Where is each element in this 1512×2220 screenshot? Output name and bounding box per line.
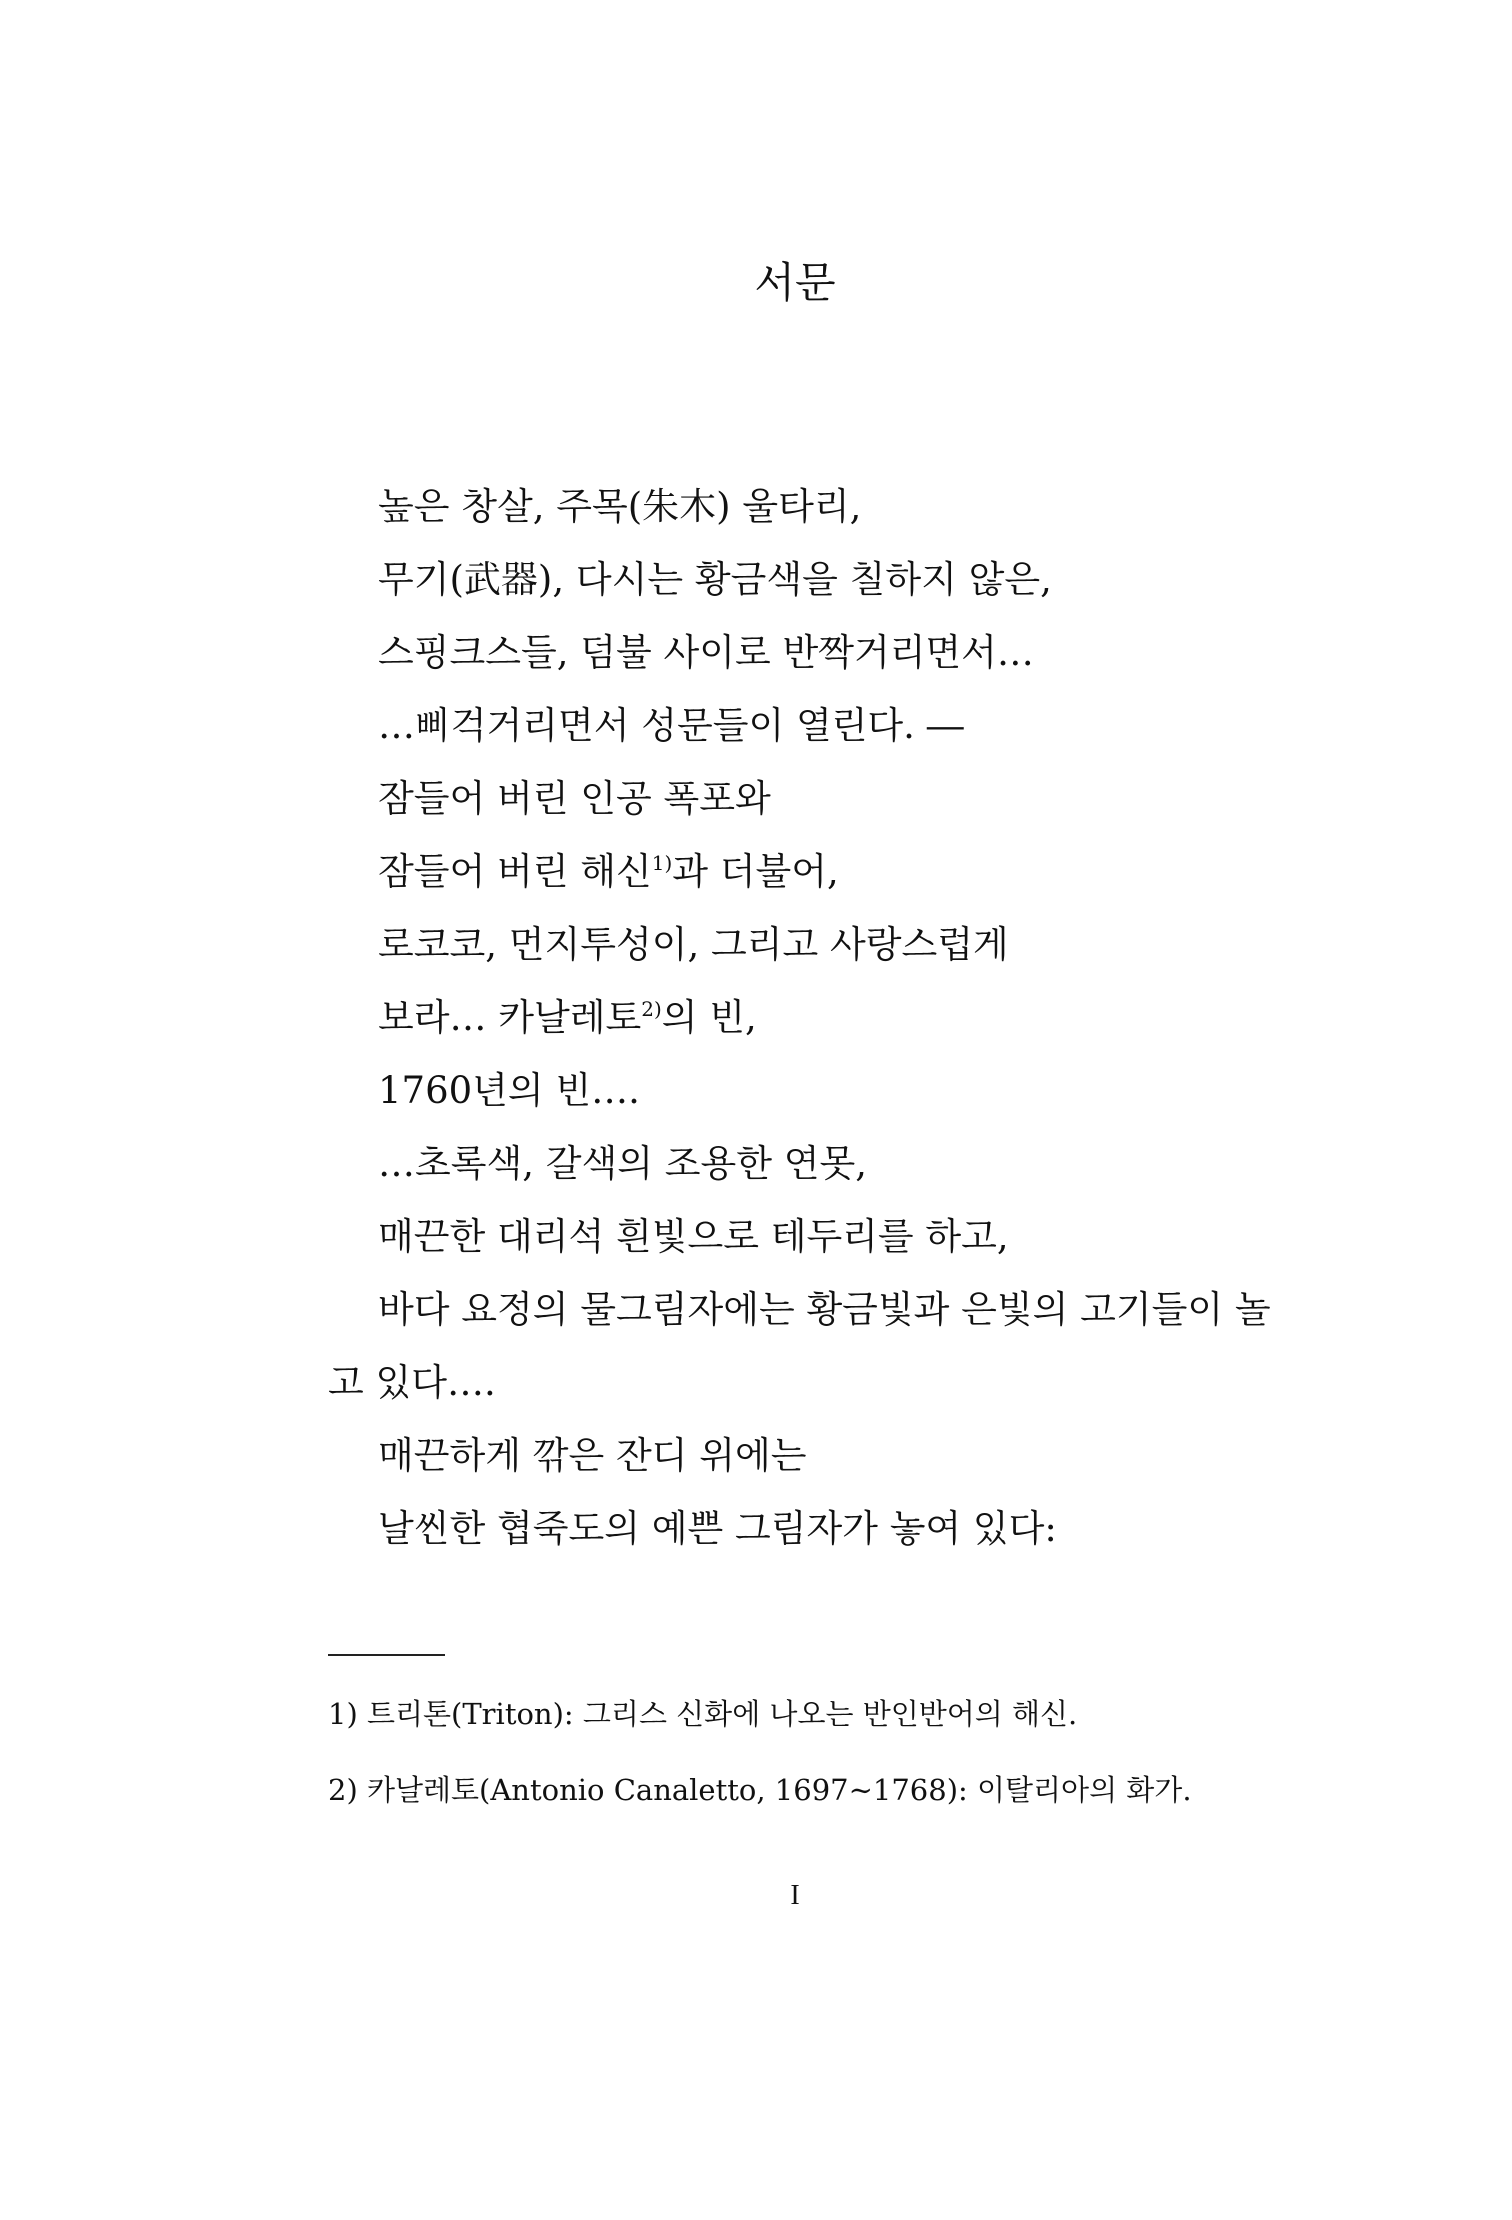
poem-line xyxy=(328,1492,1278,1565)
footnote-2: 2) 카날레토(Antonio Canaletto, 1697∼1768): 이탈리아의 화가. xyxy=(328,1773,1192,1807)
poem-line xyxy=(328,1419,1278,1492)
poem-line xyxy=(328,1346,1278,1419)
poem-line xyxy=(328,1200,1278,1273)
line-text: 바다 요정의 물그림자에는 황금빛과 은빛의 고기들이 놀 xyxy=(378,1288,1271,1331)
poem-line xyxy=(328,908,1278,981)
line-text: 고 있다…. xyxy=(328,1361,496,1404)
footnote-1: 1) 트리톤(Triton): 그리스 신화에 나오는 반인반어의 해신. xyxy=(328,1697,1078,1731)
poem-line xyxy=(328,616,1278,689)
footnote-ref[interactable]: 2) xyxy=(641,997,662,1021)
footnote-divider xyxy=(328,1654,445,1656)
poem-line xyxy=(328,1273,1278,1346)
line-text: 보라… 카날레토 xyxy=(378,996,642,1039)
line-text: 날씬한 협죽도의 예쁜 그림자가 놓여 있다: xyxy=(378,1507,1057,1550)
line-text: 의 빈, xyxy=(661,996,757,1039)
poem-line xyxy=(328,981,1278,1054)
poem-line xyxy=(328,1127,1278,1200)
page-number: I xyxy=(790,1880,800,1911)
line-text: 매끈한 대리석 흰빛으로 테두리를 하고, xyxy=(378,1215,1009,1258)
line-text: 과 더불어, xyxy=(672,850,839,893)
poem-line xyxy=(328,689,1278,762)
poem-line xyxy=(328,1054,1278,1127)
line-text: …삐걱거리면서 성문들이 열린다. ― xyxy=(378,704,964,747)
line-text: 로코코, 먼지투성이, 그리고 사랑스럽게 xyxy=(378,923,1009,966)
line-text: 잠들어 버린 해신 xyxy=(378,850,652,893)
line-text: 잠들어 버린 인공 폭포와 xyxy=(378,777,771,820)
line-text: …초록색, 갈색의 조용한 연못, xyxy=(378,1142,867,1185)
line-text: 스핑크스들, 덤불 사이로 반짝거리면서… xyxy=(378,631,1034,674)
line-text: 매끈하게 깎은 잔디 위에는 xyxy=(378,1434,807,1477)
line-text: 높은 창살, 주목(朱木) 울타리, xyxy=(378,485,862,528)
page-title: 서문 xyxy=(754,258,836,307)
footnotes xyxy=(328,1676,1192,1828)
footnote-ref[interactable]: 1) xyxy=(651,851,673,875)
line-text: 무기(武器), 다시는 황금색을 칠하지 않은, xyxy=(378,558,1052,601)
poem-body xyxy=(328,470,1278,1565)
poem-line xyxy=(328,762,1278,835)
line-text: 1760년의 빈…. xyxy=(378,1069,640,1112)
poem-line xyxy=(328,543,1278,616)
poem-line xyxy=(328,470,1278,543)
poem-line xyxy=(328,835,1278,908)
